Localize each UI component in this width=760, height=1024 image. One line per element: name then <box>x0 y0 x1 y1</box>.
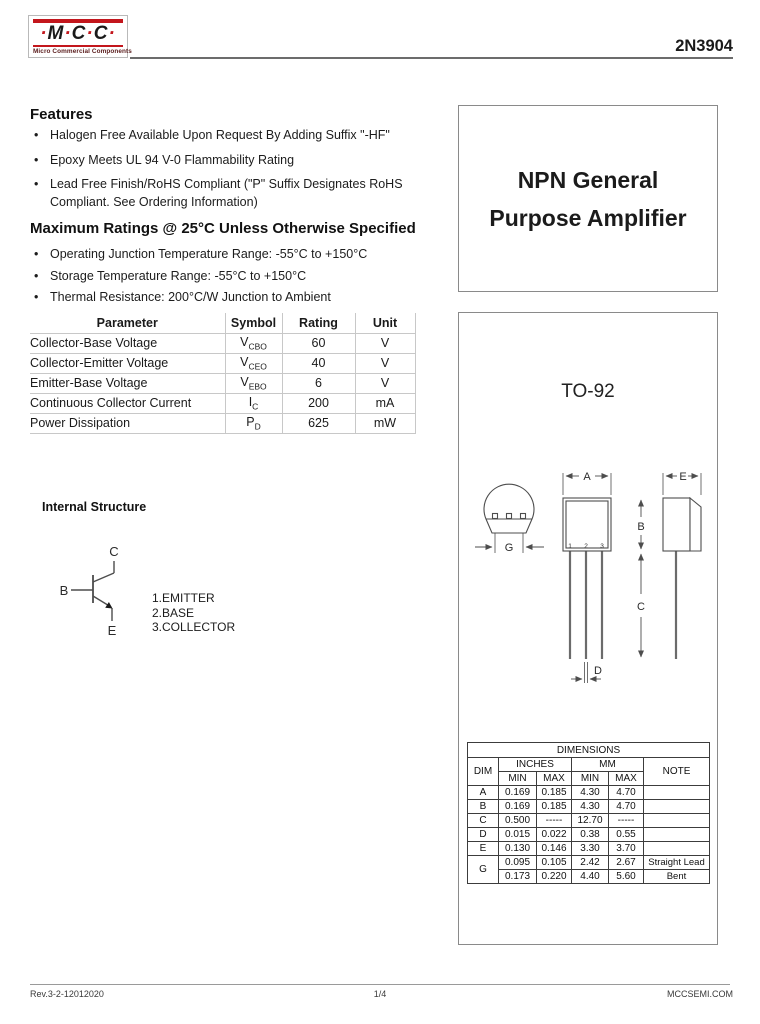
pin-number: 3 <box>600 543 604 550</box>
col-inches: INCHES <box>499 758 572 772</box>
cell-rating: 200 <box>282 393 355 413</box>
to92-package-drawing <box>463 459 715 694</box>
inch-max: 0.146 <box>537 842 572 856</box>
package-box <box>458 312 718 945</box>
dim-b-label: B <box>637 521 645 533</box>
col-min: MIN <box>499 772 537 786</box>
table-header-row <box>30 313 415 333</box>
note-cell <box>644 828 710 842</box>
part-number: 2N3904 <box>675 37 733 55</box>
col-rating: Rating <box>282 313 355 333</box>
dims-caption-row <box>468 743 710 758</box>
mm-max: ----- <box>609 814 644 828</box>
mm-min: 4.30 <box>572 800 609 814</box>
cell-unit: V <box>355 333 415 353</box>
dims-row <box>468 814 710 828</box>
dims-row <box>468 856 710 870</box>
cell-symbol <box>225 373 282 393</box>
mm-min: 3.30 <box>572 842 609 856</box>
dims-row <box>468 870 710 884</box>
col-parameter: Parameter <box>30 313 225 333</box>
note-cell <box>644 786 710 800</box>
col-min: MIN <box>572 772 609 786</box>
symbol-sub: EBO <box>248 381 267 392</box>
dim-cell: G <box>468 856 499 884</box>
dim-cell: E <box>468 842 499 856</box>
terminal-b-label: B <box>59 583 69 598</box>
note-cell: Bent <box>644 870 710 884</box>
mm-max: 2.67 <box>609 856 644 870</box>
cell-symbol <box>225 353 282 373</box>
pin-number: 1 <box>568 543 572 550</box>
mm-max: 4.70 <box>609 786 644 800</box>
feature-item: • Epoxy Meets UL 94 V-0 Flammability Rating <box>34 152 420 170</box>
mm-max: 0.55 <box>609 828 644 842</box>
logo-tagline: Micro Commercial Components <box>33 48 132 55</box>
dim-cell: D <box>468 828 499 842</box>
cell-parameter: Continuous Collector Current <box>30 393 225 413</box>
logo-text <box>33 23 123 44</box>
symbol-base: V <box>240 354 249 369</box>
cell-symbol <box>225 413 282 433</box>
dimensions-table <box>467 742 710 884</box>
device-description-box <box>458 105 718 292</box>
emitter-arrowhead <box>105 602 112 609</box>
inch-min: 0.169 <box>499 800 537 814</box>
terminal-e-label: E <box>107 623 117 638</box>
inch-min: 0.169 <box>499 786 537 800</box>
dims-group-row <box>468 758 710 772</box>
ratings-table <box>30 313 416 434</box>
pin-number: 2 <box>584 543 588 550</box>
symbol-base: I <box>248 394 253 409</box>
cell-rating: 625 <box>282 413 355 433</box>
note-cell: Straight Lead <box>644 856 710 870</box>
dim-c-label: C <box>637 601 645 613</box>
footer-revision: Rev.3-2-12012020 <box>30 989 104 999</box>
table-row <box>30 333 415 353</box>
col-max: MAX <box>537 772 572 786</box>
feature-item: • Halogen Free Available Upon Request By Adding Suffix "-HF" <box>34 127 420 145</box>
mm-min: 0.38 <box>572 828 609 842</box>
inch-min: 0.095 <box>499 856 537 870</box>
inch-min: 0.500 <box>499 814 537 828</box>
table-row <box>30 413 415 433</box>
inch-max: 0.185 <box>537 800 572 814</box>
note-cell <box>644 842 710 856</box>
symbol-base: V <box>240 334 249 349</box>
cell-parameter: Collector-Base Voltage <box>30 333 225 353</box>
col-mm: MM <box>572 758 644 772</box>
terminal-c-label: C <box>109 544 119 559</box>
feature-item: • Lead Free Finish/RoHS Compliant ("P" Suffix Designates RoHS Compliant. See Ordering Information) <box>34 176 420 211</box>
max-rating-item: • Operating Junction Temperature Range: -55°C to +150°C <box>34 246 434 263</box>
inch-min: 0.015 <box>499 828 537 842</box>
cell-unit: V <box>355 353 415 373</box>
max-rating-item: • Storage Temperature Range: -55°C to +150°C <box>34 268 434 285</box>
max-rating-item: • Thermal Resistance: 200°C/W Junction to Ambient <box>34 289 434 306</box>
mm-max: 4.70 <box>609 800 644 814</box>
table-row <box>30 373 415 393</box>
transistor-lines <box>71 561 114 621</box>
logo-dot: · <box>40 23 48 44</box>
col-symbol: Symbol <box>225 313 282 333</box>
inch-max: 0.220 <box>537 870 572 884</box>
mm-min: 4.40 <box>572 870 609 884</box>
cell-parameter: Collector-Emitter Voltage <box>30 353 225 373</box>
note-cell <box>644 800 710 814</box>
symbol-sub: D <box>254 421 261 432</box>
pin-legend <box>152 591 235 635</box>
footer-website-link[interactable]: MCCSEMI.COM <box>667 989 733 999</box>
dims-title: DIMENSIONS <box>468 743 710 758</box>
inch-min: 0.173 <box>499 870 537 884</box>
features-list <box>34 127 420 218</box>
max-ratings-list <box>34 246 434 311</box>
col-unit: Unit <box>355 313 415 333</box>
inch-max: 0.022 <box>537 828 572 842</box>
cell-rating: 40 <box>282 353 355 373</box>
symbol-base: V <box>240 374 249 389</box>
logo-dot: · <box>86 23 94 44</box>
cell-unit: V <box>355 373 415 393</box>
dims-row <box>468 842 710 856</box>
logo-bottom-bar <box>33 45 123 47</box>
internal-structure-heading: Internal Structure <box>42 500 147 514</box>
inch-max: 0.105 <box>537 856 572 870</box>
cell-parameter: Emitter-Base Voltage <box>30 373 225 393</box>
front-view <box>563 473 611 683</box>
col-dim: DIM <box>468 758 499 786</box>
dim-e-label: E <box>679 471 687 483</box>
legend-item: 2.BASE <box>152 605 195 620</box>
note-cell <box>644 814 710 828</box>
side-view <box>641 473 701 659</box>
dim-cell: C <box>468 814 499 828</box>
col-note: NOTE <box>644 758 710 786</box>
footer-divider <box>30 984 730 985</box>
mm-min: 12.70 <box>572 814 609 828</box>
legend-item: 3.COLLECTOR <box>152 620 236 634</box>
header-divider <box>130 57 733 59</box>
mm-min: 2.42 <box>572 856 609 870</box>
dim-a-label: A <box>583 471 591 483</box>
cell-parameter: Power Dissipation <box>30 413 225 433</box>
logo-letter: C <box>71 23 87 44</box>
logo-dot: · <box>64 23 72 44</box>
mm-max: 5.60 <box>609 870 644 884</box>
symbol-base: P <box>246 414 255 429</box>
cell-symbol <box>225 393 282 413</box>
dims-row <box>468 786 710 800</box>
cell-rating: 6 <box>282 373 355 393</box>
dim-cell: B <box>468 800 499 814</box>
footer-page-number: 1/4 <box>373 989 387 999</box>
features-heading: Features <box>30 106 93 123</box>
description-line: Purpose Amplifier <box>489 204 687 231</box>
dim-cell: A <box>468 786 499 800</box>
package-name: TO-92 <box>561 381 615 402</box>
dim-g-label: G <box>504 542 514 554</box>
mcc-logo <box>28 15 132 58</box>
mm-max: 3.70 <box>609 842 644 856</box>
legend-item: 1.EMITTER <box>152 591 215 605</box>
table-row <box>30 393 415 413</box>
description-line: NPN General <box>517 166 659 193</box>
mm-min: 4.30 <box>572 786 609 800</box>
symbol-sub: CBO <box>248 341 267 352</box>
table-row <box>30 353 415 373</box>
cell-rating: 60 <box>282 333 355 353</box>
cell-symbol <box>225 333 282 353</box>
inch-max: ----- <box>537 814 572 828</box>
symbol-sub: CEO <box>248 361 267 372</box>
dims-row <box>468 800 710 814</box>
inch-max: 0.185 <box>537 786 572 800</box>
dims-row <box>468 828 710 842</box>
logo-letter: C <box>93 23 109 44</box>
inch-min: 0.130 <box>499 842 537 856</box>
col-max: MAX <box>609 772 644 786</box>
cell-unit: mW <box>355 413 415 433</box>
dim-d-label: D <box>594 665 602 677</box>
cell-unit: mA <box>355 393 415 413</box>
symbol-sub: C <box>252 401 259 412</box>
max-ratings-heading: Maximum Ratings @ 25°C Unless Otherwise Specified <box>30 220 416 237</box>
logo-letter: M <box>47 23 65 44</box>
logo-dot: · <box>108 23 116 44</box>
